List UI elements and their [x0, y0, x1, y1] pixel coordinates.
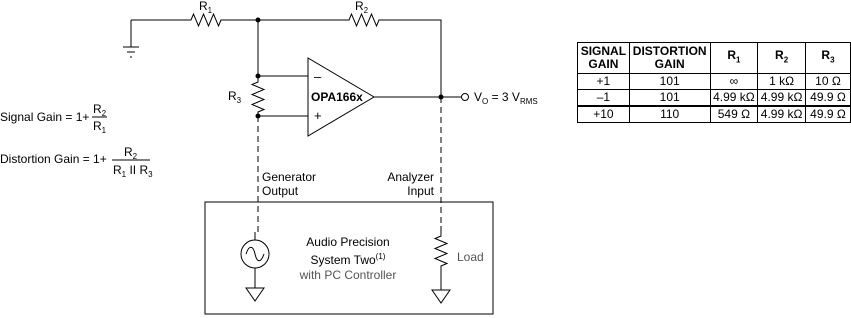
distortion-gain-numerator: $R_2$ [124, 145, 138, 161]
generator-label-line2: Output [262, 184, 299, 198]
table-cell: +1 [578, 74, 630, 90]
generator-label-line1: Generator [262, 170, 317, 184]
table-cell: 1 kΩ [758, 74, 806, 90]
opamp-minus-label: – [314, 69, 322, 84]
distortion-gain-denominator: $R_1$ II $R_3$ [113, 163, 153, 179]
junction-dot [256, 18, 261, 23]
r3-label: $R_3$ [228, 89, 242, 105]
r2-label: $R_2$ [355, 0, 369, 15]
table-cell: 4.99 kΩ [710, 90, 758, 107]
signal-gain-label: Signal Gain = 1+ [0, 110, 90, 124]
table-cell: 549 Ω [710, 106, 758, 123]
ap-title-line3: with PC Controller [299, 268, 397, 282]
header-r3: $R_3$ [805, 43, 850, 74]
table-cell: 49.9 Ω [805, 90, 850, 107]
table-cell: 49.9 Ω [805, 106, 850, 123]
r2-to-output-wire [386, 20, 441, 97]
header-distortion-gain: DISTORTION GAIN [629, 43, 710, 74]
r1-label: $R_1$ [199, 0, 213, 15]
ground-symbol-left [123, 47, 139, 57]
header-r2: $R_2$ [758, 43, 806, 74]
ap-title-line2: System Two$^{(1)}$ [310, 252, 386, 267]
junction-dot [256, 114, 261, 119]
table-row [578, 74, 851, 90]
table-cell: 10 Ω [805, 74, 850, 90]
signal-gain-numerator: $R_2$ [93, 102, 107, 118]
table-cell: –1 [578, 90, 630, 107]
table-cell: 101 [629, 74, 710, 90]
opamp-plus-label: + [314, 108, 322, 123]
table-cell: ∞ [710, 74, 758, 90]
r1-ground-wire [131, 20, 185, 47]
analyzer-label-line2: Input [407, 184, 434, 198]
output-label: $V_O = 3$ $V_{RMS}$ [474, 90, 538, 106]
opamp-name: OPA166x [311, 90, 363, 104]
analyzer-label-line1: Analyzer [387, 170, 434, 184]
table-cell: 4.99 kΩ [758, 90, 806, 107]
signal-gain-denominator: $R_1$ [93, 119, 107, 135]
distortion-gain-label: Distortion Gain = 1+ [0, 152, 107, 166]
gain-resistor-table [577, 42, 851, 123]
table-cell: 4.99 kΩ [758, 106, 806, 123]
table-cell: 110 [629, 106, 710, 123]
load-resistor [435, 226, 447, 290]
resistor-r2 [343, 14, 386, 26]
table-row [578, 106, 851, 123]
output-terminal [462, 94, 469, 101]
table-row [578, 90, 851, 107]
ground-symbol-generator [246, 288, 264, 301]
header-r1: $R_1$ [710, 43, 758, 74]
table-cell: 101 [629, 90, 710, 107]
junction-dot [256, 74, 261, 79]
ground-symbol-load [432, 290, 450, 303]
resistor-r1 [185, 14, 228, 26]
ap-title-line1: Audio Precision [306, 235, 390, 249]
load-label: Load [457, 250, 484, 264]
table-header-row [578, 43, 851, 74]
table-cell: +10 [578, 106, 630, 123]
resistor-r3 [252, 76, 264, 116]
header-signal-gain: SIGNAL GAIN [578, 43, 630, 74]
junction-dot [439, 95, 444, 100]
